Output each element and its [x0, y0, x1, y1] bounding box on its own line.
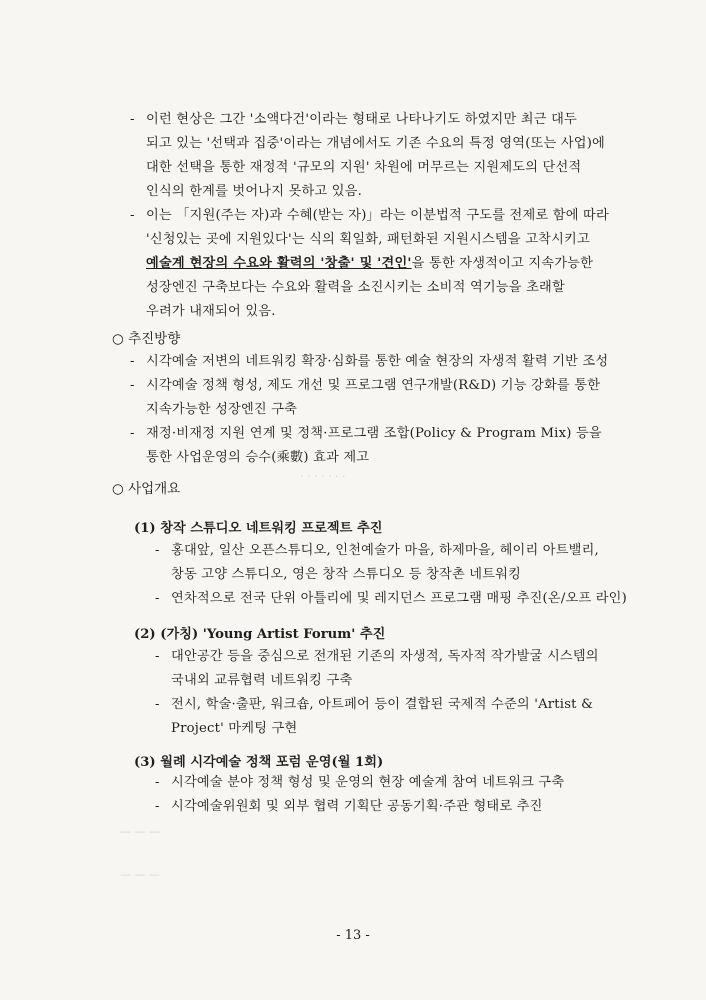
list-item: 시각예술위원회 및 외부 협력 기획단 공동기획·주관 형태로 추진 [171, 799, 543, 814]
sub2-list: - 대안공간 등을 중심으로 전개된 기존의 자생적, 독자적 작가발굴 시스템의 국내외 교류협력 네트워킹 구축 - 전시, 학술·출판, 워크숍, 아트페어 등이 결합된 국제적 수준의 'Artist & Project' 마케팅 구현 [155, 649, 599, 736]
sub1-list: - 홍대앞, 일산 오픈스튜디오, 인천예술가 마을, 하제마을, 헤이리 아트밸리, 창동 고양 스튜디오, 영은 창작 스튜디오 등 창작촌 네트워킹 - 연차적으로 전국 단위 아틀리에 및 레지던스 프로그램 매핑 추진(온/오프 라인) [155, 543, 627, 606]
list-item: 대안공간 등을 중심으로 전개된 기존의 자생적, 독자적 작가발굴 시스템의 [171, 649, 599, 664]
text-line: 우려가 내재되어 있음. [146, 304, 276, 319]
bleed-through-mark: — — — [120, 868, 160, 881]
subheading-2: (2) (가칭) 'Young Artist Forum' 추진 [134, 627, 386, 642]
text-line: 성장엔진 구축보다는 수요와 활력을 소진시키는 소비적 역기능을 초래할 [146, 280, 565, 295]
list-item: 국내외 교류협력 네트워킹 구축 [171, 673, 353, 688]
intro-bullet-1: - 이런 현상은 그간 '소액다건'이라는 형태로 나타나기도 하였지만 최근 대두 되고 있는 '선택과 집중'이라는 개념에서도 기존 수요의 특정 영역(또는 사업)에 대한 선택을 통한 재정적 '규모의 지원' 차원에 머무르는 지원제도의 단선적 인식의 한계를 벗어나지 못하고 있음. [130, 112, 605, 199]
intro-bullet-2: - 이는 「지원(주는 자)과 수혜(받는 자)」라는 이분법적 구도를 전제로 함에 따라 '신청있는 곳에 지원있다'는 식의 획일화, 패턴화된 지원시스템을 고착시키고 예술계 현장의 수요와 활력의 '창출' 및 '견인'을 통한 자생적이고 지속가능한 성장엔진 구축보다는 수요와 활력을 소진시키는 소비적 역기능을 초래할 우려가 내재되어 있음. [130, 208, 609, 319]
text-line: 대한 선택을 통한 재정적 '규모의 지원' 차원에 머무르는 지원제도의 단선적 [146, 160, 582, 175]
list-item: 홍대앞, 일산 오픈스튜디오, 인천예술가 마을, 하제마을, 헤이리 아트밸리, [171, 543, 599, 558]
bleed-through-mark: · · · · · · · [300, 470, 346, 483]
page-number: - 13 - [336, 928, 370, 943]
list-item: 시각예술 저변의 네트워킹 확장·심화를 통한 예술 현장의 자생적 활력 기반 조성 [146, 354, 609, 369]
section-heading-direction: ○ 추진방향 [112, 331, 181, 347]
text-line: 을 통한 자생적이고 지속가능한 [411, 256, 594, 271]
direction-list: - 시각예술 저변의 네트워킹 확장·심화를 통한 예술 현장의 자생적 활력 기반 조성 - 시각예술 정책 형성, 제도 개선 및 프로그램 연구개발(R&D) 기능 강화를 통한 지속가능한 성장엔진 구축 - 재정·비재정 지원 연계 및 정책·프로그램 조합(Policy & Program Mix) 등을 통한 사업운영의 승수(乘數) 효과 제고 [130, 354, 609, 465]
list-item: 전시, 학술·출판, 워크숍, 아트페어 등이 결합된 국제적 수준의 'Artist & [171, 697, 594, 712]
list-item: 연차적으로 전국 단위 아틀리에 및 레지던스 프로그램 매핑 추진(온/오프 라인) [171, 591, 627, 606]
text-line: 이런 현상은 그간 '소액다건'이라는 형태로 나타나기도 하였지만 최근 대두 [146, 112, 577, 127]
text-line: '신청있는 곳에 지원있다'는 식의 획일화, 패턴화된 지원시스템을 고착시키고 [146, 232, 590, 247]
list-item: 시각예술 분야 정책 형성 및 운영의 현장 예술계 참여 네트워크 구축 [171, 775, 565, 790]
subheading-1: (1) 창작 스튜디오 네트워킹 프로젝트 추진 [134, 521, 383, 536]
sub3-list: - 시각예술 분야 정책 형성 및 운영의 현장 예술계 참여 네트워크 구축 - 시각예술위원회 및 외부 협력 기획단 공동기획·주관 형태로 추진 [155, 775, 565, 814]
list-item: 재정·비재정 지원 연계 및 정책·프로그램 조합(Policy & Program Mix) 등을 [146, 426, 602, 441]
list-item: 창동 고양 스튜디오, 영은 창작 스튜디오 등 창작촌 네트워킹 [171, 567, 522, 582]
bleed-through-mark: — — — [120, 825, 160, 838]
text-line: 되고 있는 '선택과 집중'이라는 개념에서도 기존 수요의 특정 영역(또는 사업)에 [146, 136, 605, 151]
section-heading-overview: ○ 사업개요 [112, 481, 181, 497]
text-line: 인식의 한계를 벗어나지 못하고 있음. [146, 184, 363, 199]
list-item: Project' 마케팅 구현 [171, 721, 298, 736]
emphasis-underline: 예술계 현장의 수요와 활력의 '창출' 및 '견인' [146, 256, 412, 271]
subheading-3: (3) 월례 시각예술 정책 포럼 운영(월 1회) [134, 755, 384, 770]
list-item: 시각예술 정책 형성, 제도 개선 및 프로그램 연구개발(R&D) 기능 강화를 통한 [146, 378, 601, 393]
text-line: 이는 「지원(주는 자)과 수혜(받는 자)」라는 이분법적 구도를 전제로 함에 따라 [146, 208, 609, 223]
list-item: 통한 사업운영의 승수(乘數) 효과 제고 [146, 450, 370, 465]
list-item: 지속가능한 성장엔진 구축 [146, 402, 298, 417]
